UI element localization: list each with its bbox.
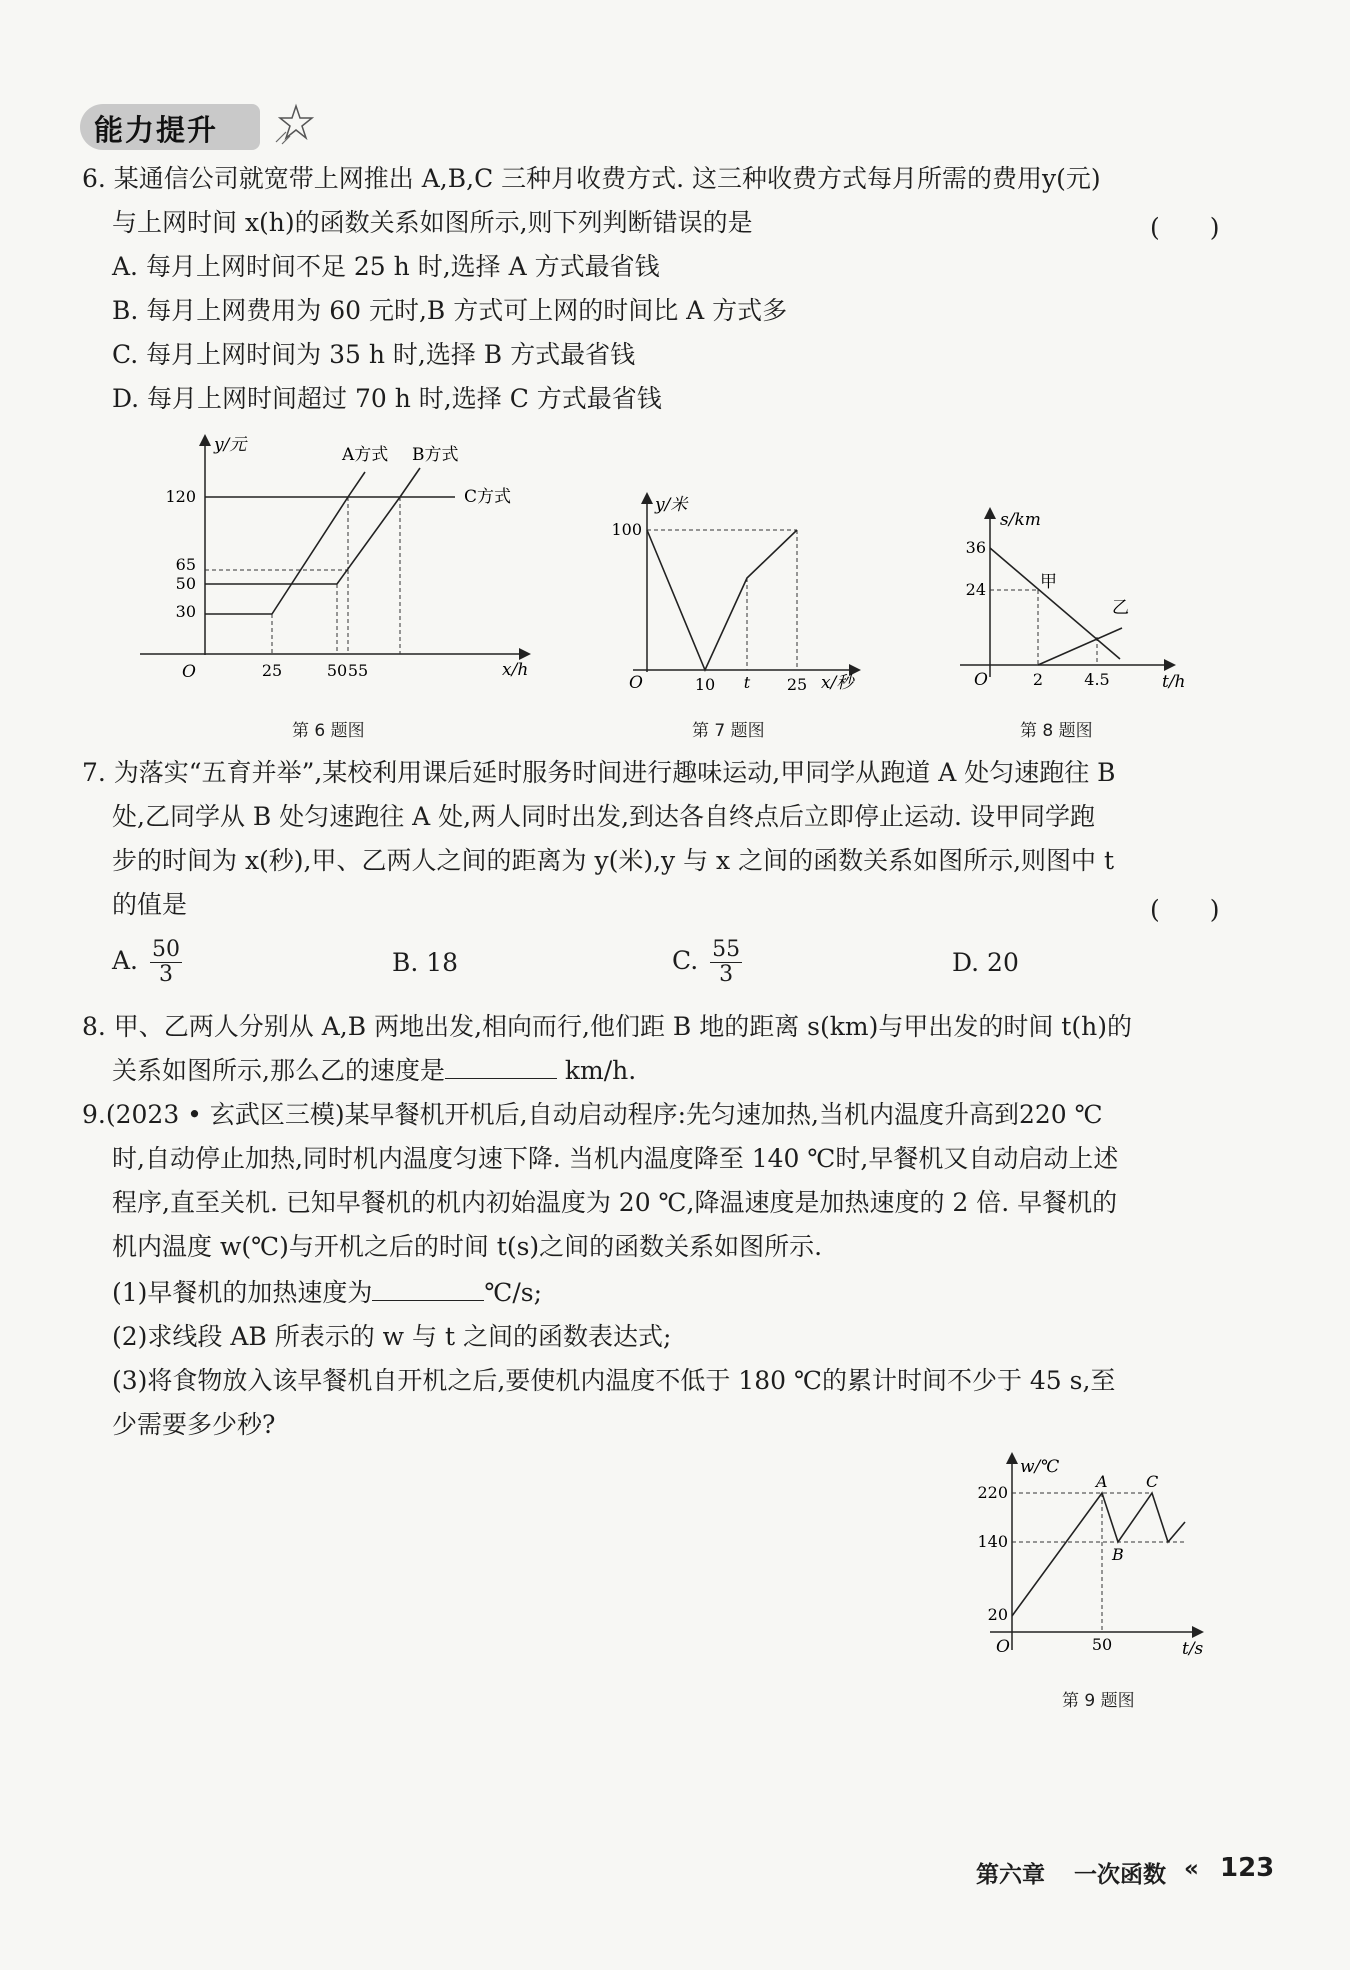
fig8-guide-lines (990, 590, 1097, 665)
fig9-ytick-220: 220 (977, 1483, 1008, 1502)
q7-line4: 的值是 (112, 890, 188, 919)
fig6-xtick-50: 50 (326, 661, 348, 680)
fig6-line-a (205, 472, 365, 614)
fig7-distance-line (647, 530, 797, 670)
q8-line2-suffix: km/h. (556, 1056, 637, 1085)
fig9-point-b: B (1112, 1545, 1124, 1564)
section-title: 能力提升 (94, 113, 219, 147)
q7-option-a-fraction (150, 938, 182, 987)
q7-option-c-label: C. (672, 946, 699, 975)
fig8-line-jia (990, 548, 1120, 659)
fig6-ylabel: y/元 (214, 435, 247, 455)
q8-answer-blank[interactable] (445, 1056, 557, 1079)
fig6-ytick-120: 120 (165, 487, 196, 506)
q9-sub2: (2)求线段 AB 所表示的 w 与 t 之间的函数表达式; (112, 1322, 672, 1351)
fig8-caption: 第 8 题图 (1020, 721, 1093, 741)
fig8-label-yi: 乙 (1112, 598, 1129, 618)
fig6-ytick-50: 50 (175, 574, 196, 593)
q8-line2 (112, 1056, 636, 1086)
q7-option-c (672, 938, 742, 987)
q7-answer-paren: ( ) (1150, 895, 1220, 924)
fig7-xtick-10: 10 (694, 675, 716, 694)
q7-option-b: B. 18 (392, 948, 459, 977)
fig9-ytick-140: 140 (977, 1532, 1008, 1551)
fig6-ytick-65: 65 (175, 555, 196, 574)
page-number: 123 (1220, 1853, 1275, 1883)
fig6-line-b (205, 468, 420, 584)
fig7-origin: O (629, 673, 643, 693)
footer-title: 一次函数 (1074, 1862, 1166, 1888)
q7-option-c-fraction (710, 938, 742, 987)
q6-line2: 与上网时间 x(h)的函数关系如图所示,则下列判断错误的是 (112, 208, 753, 237)
fig8-xtick-4.5: 4.5 (1084, 670, 1110, 689)
q9-line4: 机内温度 w(℃)与开机之后的时间 t(s)之间的函数关系如图所示. (112, 1232, 823, 1261)
star-burst-icon (276, 102, 316, 146)
fig9-point-c: C (1146, 1472, 1159, 1491)
fig6-xlabel: x/h (502, 660, 529, 680)
q7-option-c-numerator: 55 (712, 937, 741, 962)
fig8-label-jia: 甲 (1040, 572, 1057, 592)
q9-line1: 9.(2023 • 玄武区三模)某早餐机开机后,自动启动程序:先匀速加热,当机内温度升高到220 ℃ (82, 1100, 1103, 1129)
q7-option-a-denominator: 3 (158, 962, 173, 987)
fig9-point-a: A (1096, 1472, 1108, 1491)
fig6-label-c: C方式 (464, 487, 512, 507)
q7-option-a (112, 938, 182, 987)
fig6-caption: 第 6 题图 (292, 721, 365, 741)
q7-line2: 处,乙同学从 B 处匀速跑往 A 处,两人同时出发,到达各自终点后立即停止运动. 设甲同学跑 (112, 802, 1095, 831)
footer-chapter: 第六章 (976, 1862, 1045, 1888)
fig9-origin: O (996, 1637, 1010, 1657)
fig9-xtick-50: 50 (1091, 1635, 1113, 1654)
q7-line3: 步的时间为 x(秒),甲、乙两人之间的距离为 y(米),y 与 x 之间的函数关系如图所示,则图中 t (112, 846, 1115, 875)
q6-answer-paren: ( ) (1150, 213, 1220, 242)
fig8-ylabel: s/km (1000, 510, 1041, 530)
fig6-label-a: A方式 (342, 445, 389, 465)
q7-option-a-label: A. (112, 946, 139, 975)
q7-line1: 7. 为落实“五育并举”,某校利用课后延时服务时间进行趣味运动,甲同学从跑道 A 处匀速跑往 B (82, 758, 1116, 787)
fig7-ylabel: y/米 (655, 495, 688, 515)
fig6-label-b: B方式 (412, 445, 459, 465)
fig6-guide-lines (205, 497, 400, 654)
q9-answer-blank[interactable] (372, 1278, 484, 1301)
fig8-ytick-24: 24 (965, 580, 986, 599)
fig7-ytick-100: 100 (611, 520, 642, 539)
figure-7 (611, 490, 885, 700)
q6-option-d: D. 每月上网时间超过 70 h 时,选择 C 方式最省钱 (112, 384, 662, 413)
section-badge (80, 100, 290, 152)
fig7-xtick-t: t (743, 673, 751, 692)
fig9-ylabel: w/℃ (1020, 1457, 1060, 1477)
fig8-xlabel: t/h (1162, 672, 1186, 692)
fig9-ytick-20: 20 (987, 1605, 1008, 1624)
figure-8 (940, 505, 1200, 700)
fig8-ytick-36: 36 (965, 538, 986, 557)
fig8-origin: O (974, 670, 988, 690)
q9-line3: 程序,直至关机. 已知早餐机的机内初始温度为 20 ℃,降温速度是加热速度的 2 倍. 早餐机的 (112, 1188, 1118, 1217)
q7-option-c-denominator: 3 (719, 962, 734, 987)
figure-6 (130, 430, 540, 700)
q6-option-c: C. 每月上网时间为 35 h 时,选择 B 方式最省钱 (112, 340, 636, 369)
q7-option-a-numerator: 50 (151, 937, 180, 962)
q9-sub3-line1: (3)将食物放入该早餐机自开机之后,要使机内温度不低于 180 ℃的累计时间不少于 45 s,至 (112, 1366, 1116, 1395)
figure-9 (970, 1450, 1210, 1670)
fig8-xtick-2: 2 (1032, 670, 1044, 689)
q8-line2-prefix: 关系如图所示,那么乙的速度是 (112, 1056, 445, 1085)
fig6-xtick-25: 25 (261, 661, 283, 680)
fig9-temperature-line (1012, 1493, 1185, 1616)
footer-arrows-icon: « (1184, 1856, 1199, 1882)
fig8-line-yi (1038, 628, 1122, 665)
fig7-caption: 第 7 题图 (692, 721, 765, 741)
q9-line2: 时,自动停止加热,同时机内温度匀速下降. 当机内温度降至 140 ℃时,早餐机又自动启动上述 (112, 1144, 1119, 1173)
fig9-caption: 第 9 题图 (1062, 1691, 1135, 1711)
q6-option-b: B. 每月上网费用为 60 元时,B 方式可上网的时间比 A 方式多 (112, 296, 788, 325)
q9-sub1-prefix: (1)早餐机的加热速度为 (112, 1278, 373, 1307)
q8-line1: 8. 甲、乙两人分别从 A,B 两地出发,相向而行,他们距 B 地的距离 s(km)与甲出发的时间 t(h)的 (82, 1012, 1132, 1041)
fig6-ytick-30: 30 (175, 602, 196, 621)
fig7-xlabel: x/秒 (821, 673, 854, 693)
fig7-xtick-25: 25 (786, 675, 808, 694)
q6-line1: 6. 某通信公司就宽带上网推出 A,B,C 三种月收费方式. 这三种收费方式每月所需的费用y(元) (82, 164, 1101, 193)
q9-sub1 (112, 1278, 542, 1308)
q9-sub3-line2: 少需要多少秒? (112, 1410, 276, 1439)
q9-sub1-suffix: ℃/s; (484, 1278, 543, 1307)
fig6-xtick-55: 55 (347, 661, 369, 680)
q6-option-a: A. 每月上网时间不足 25 h 时,选择 A 方式最省钱 (112, 252, 660, 281)
q7-option-d: D. 20 (952, 948, 1019, 977)
fig9-xlabel: t/s (1182, 1639, 1204, 1659)
fig6-origin: O (182, 662, 196, 682)
